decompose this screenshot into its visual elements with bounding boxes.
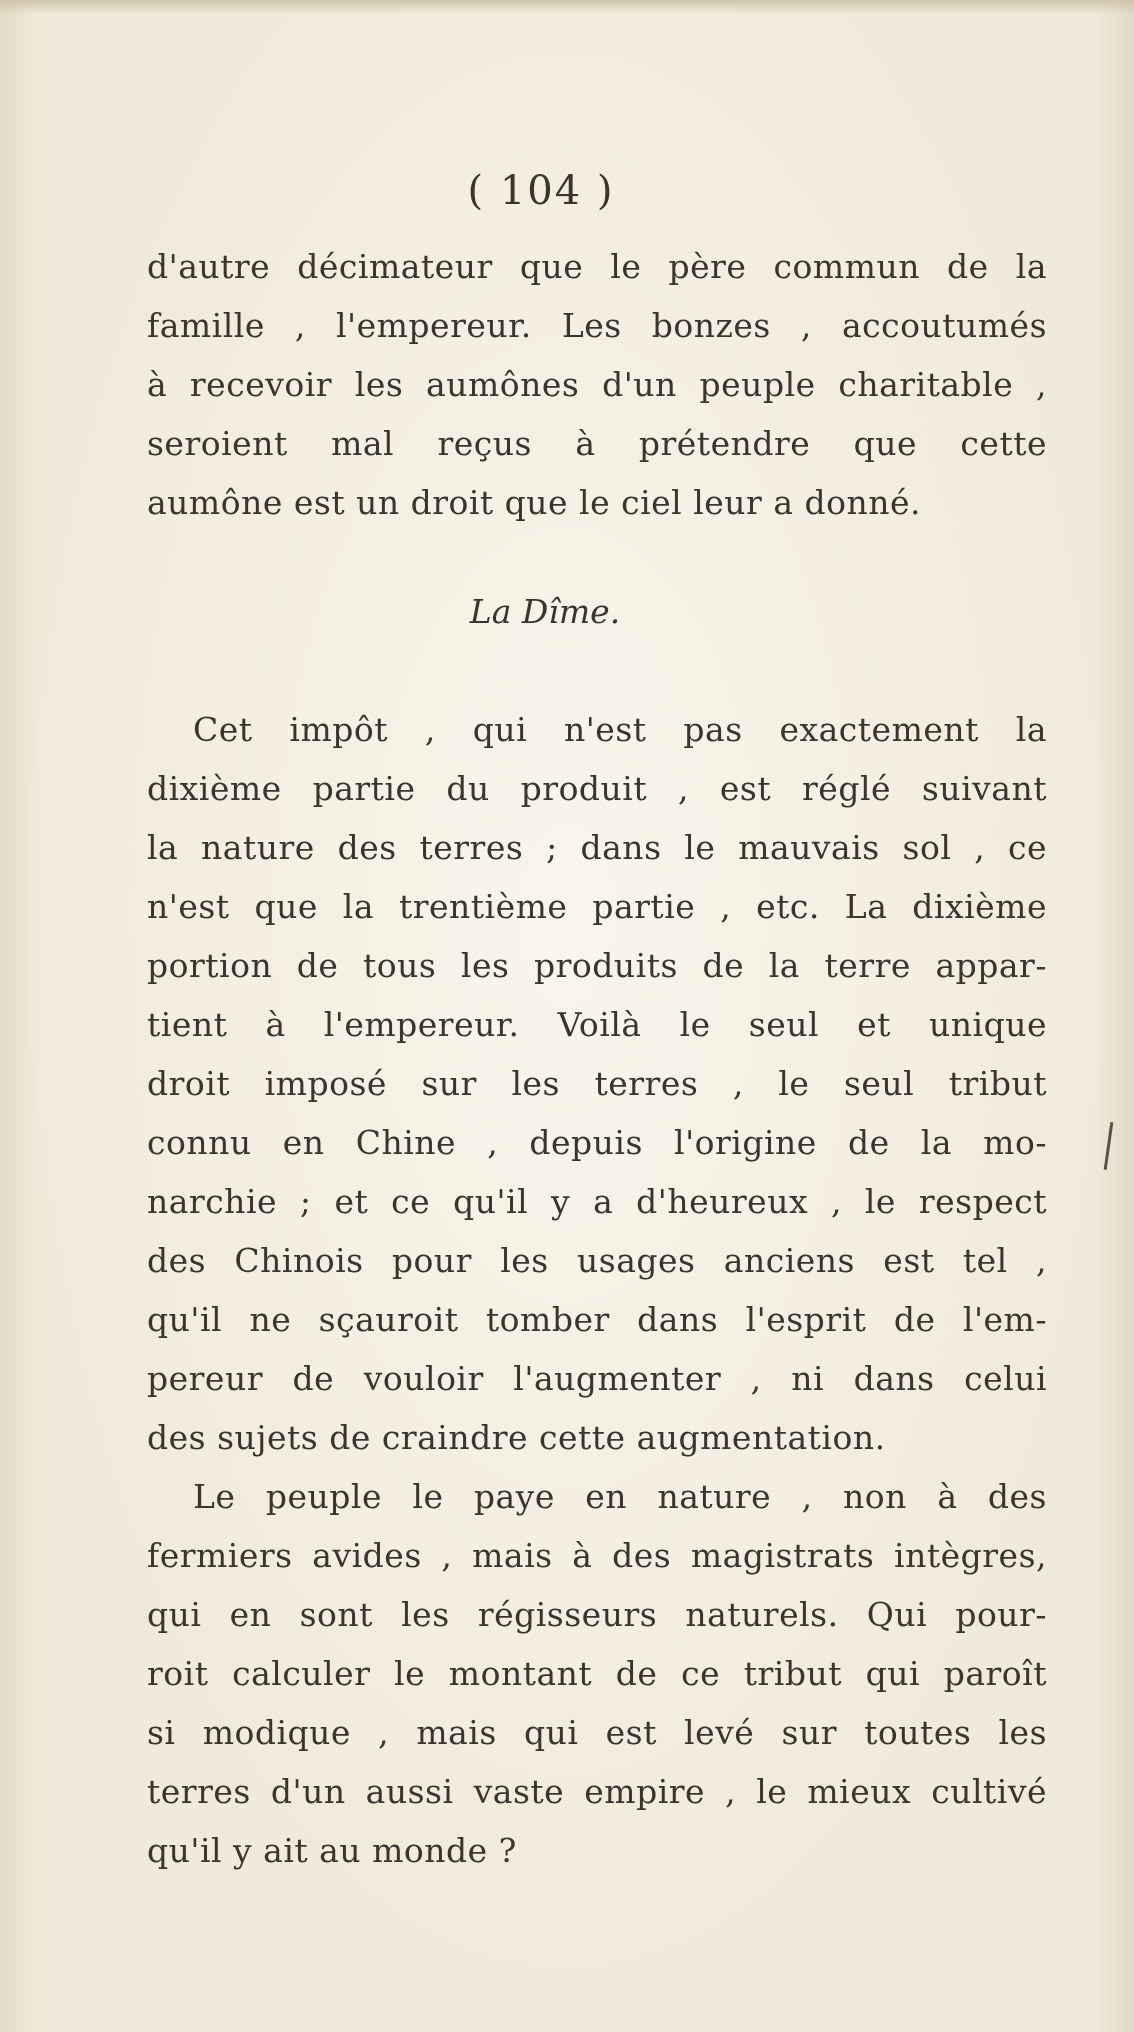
text-line: des Chinois pour les usages anciens est tel , <box>147 1241 1047 1280</box>
text-line: droit imposé sur les terres , le seul tribut <box>147 1064 1047 1103</box>
text-line: Le peuple le paye en nature , non à des <box>193 1477 1047 1516</box>
text-line: qui en sont les régisseurs naturels. Qui pour- <box>147 1595 1047 1634</box>
text-line: narchie ; et ce qu'il y a d'heureux , le respect <box>147 1182 1047 1221</box>
text-line: si modique , mais qui est levé sur toutes les <box>147 1713 1047 1752</box>
text-line: pereur de vouloir l'augmenter , ni dans celui <box>147 1359 1047 1398</box>
page-top-edge <box>0 0 1134 14</box>
text-line: qu'il ne sçauroit tomber dans l'esprit de l'em- <box>147 1300 1047 1339</box>
text-line: n'est que la trentième partie , etc. La dixième <box>147 887 1047 926</box>
text-line: d'autre décimateur que le père commun de la <box>147 247 1047 286</box>
text-line: portion de tous les produits de la terre appar- <box>147 946 1047 985</box>
paragraph-3 <box>147 1467 1047 1880</box>
text-line: fermiers avides , mais à des magistrats intègres, <box>147 1536 1047 1575</box>
text-line: aumône est un droit que le ciel leur a donné. <box>147 483 922 522</box>
text-line: dixième partie du produit , est réglé suivant <box>147 769 1047 808</box>
section-heading: La Dîme. <box>469 592 621 631</box>
text-line: roit calculer le montant de ce tribut qui paroît <box>147 1654 1047 1693</box>
margin-pencil-mark <box>1104 1122 1114 1170</box>
paragraph-1 <box>147 237 1047 532</box>
text-line: la nature des terres ; dans le mauvais sol , ce <box>147 828 1047 867</box>
text-line: tient à l'empereur. Voilà le seul et unique <box>147 1005 1047 1044</box>
text-line: à recevoir les aumônes d'un peuple charitable , <box>147 365 1047 404</box>
paragraph-2 <box>147 700 1047 1467</box>
text-line: famille , l'empereur. Les bonzes , accoutumés <box>147 306 1047 345</box>
text-line: connu en Chine , depuis l'origine de la mo- <box>147 1123 1047 1162</box>
text-line: qu'il y ait au monde ? <box>147 1831 517 1870</box>
page-number: ( 104 ) <box>467 168 615 214</box>
text-line: Cet impôt , qui n'est pas exactement la <box>193 710 1047 749</box>
text-line: seroient mal reçus à prétendre que cette <box>147 424 1047 463</box>
text-line: terres d'un aussi vaste empire , le mieux cultivé <box>147 1772 1047 1811</box>
text-line: des sujets de craindre cette augmentation. <box>147 1418 886 1457</box>
